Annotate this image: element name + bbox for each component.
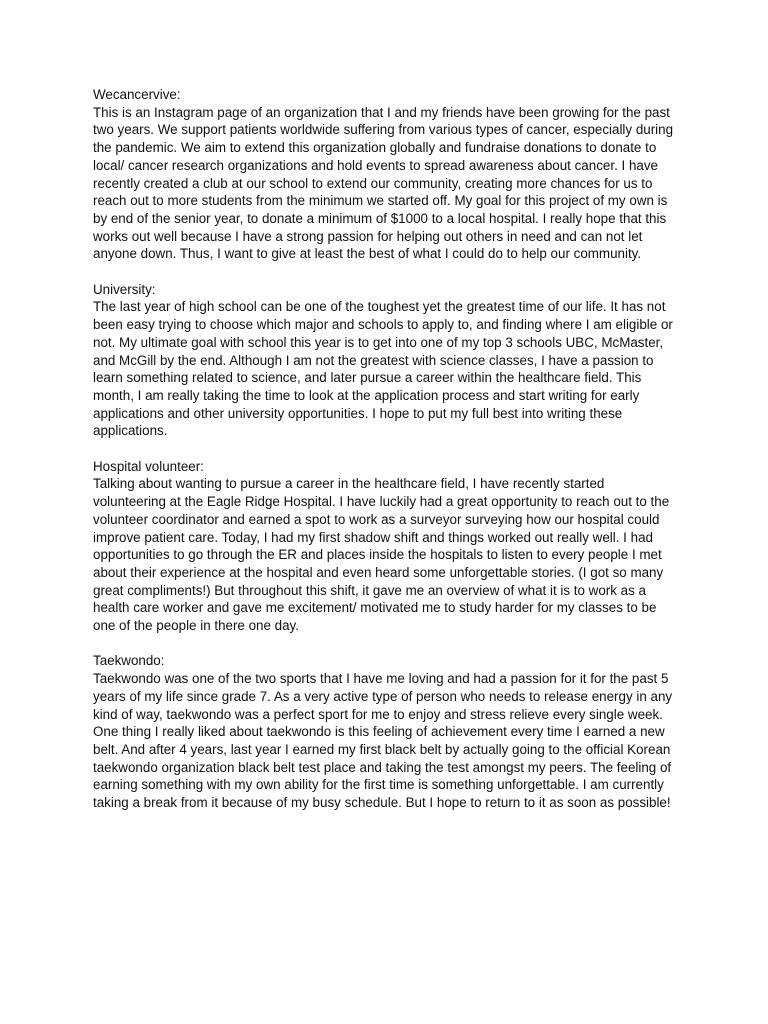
section-paragraph: The last year of high school can be one of the toughest yet the greatest time of our life. It has not been easy trying to choose which major and schools to apply to, and finding where I am eligible or not. My ultimate goal with school this year is to get into one of my top 3 schools UBC, McMaster, and McGill by the end. Although I am not the greatest with science classes, I have a passion to learn something related to science, and later pursue a career within the healthcare field. This month, I am really taking the time to look at the application process and start writing for early applications and other university opportunities. I hope to put my full best into writing these applications. (93, 299, 673, 439)
section-paragraph: Talking about wanting to pursue a career in the healthcare field, I have recently started volunteering at the Eagle Ridge Hospital. I have luckily had a great opportunity to reach out to the volunteer coordinator and earned a spot to work as a surveyor surveying how our hospital could improve patient care. Today, I had my first shadow shift and things worked out really well. I had opportunities to go through the ER and places inside the hospitals to listen to every people I met about their experience at the hospital and even heard some unforgettable stories. (I got so many great compliments!) But throughout this shift, it gave me an overview of what it is to work as a health care worker and gave me excitement/ motivated me to study harder for my classes to be one of the people in there one day. (93, 476, 670, 634)
section-hospital-volunteer (93, 458, 677, 635)
section-heading: Hospital volunteer: (93, 458, 204, 474)
section-taekwondo (93, 652, 677, 811)
section-heading: Taekwondo: (93, 653, 165, 669)
section-paragraph: This is an Instagram page of an organization that I and my friends have been growing for the past two years. We support patients worldwide suffering from various types of cancer, especially during the pandemic. We aim to extend this organization globally and fundraise donations to donate to local/ cancer research organizations and hold events to spread awareness about cancer. I have recently created a club at our school to extend our community, creating more chances for us to reach out to more students from the minimum we started off. My goal for this project of my own is by end of the senior year, to donate a minimum of $1000 to a local hospital. I really hope that this works out well because I have a strong passion for helping out others in need and can not let anyone down. Thus, I want to give at least the best of what I could do to help our community. (93, 104, 674, 262)
section-wecancervive (93, 86, 677, 263)
section-paragraph: Taekwondo was one of the two sports that I have me loving and had a passion for it for the past 5 years of my life since grade 7. As a very active type of person who needs to release energy in any kind of way, taekwondo was a perfect sport for me to enjoy and stress relieve every single week. One thing I really liked about taekwondo is this feeling of achievement every time I earned a new belt. And after 4 years, last year I earned my first black belt by actually going to the official Korean taekwondo organization black belt test place and taking the test amongst my peers. The feeling of earning something with my own ability for the first time is something unforgettable. I am currently taking a break from it because of my busy schedule. But I hope to return to it as soon as possible! (93, 671, 673, 811)
section-heading: Wecancervive: (93, 87, 181, 102)
section-heading: University: (93, 281, 156, 297)
document-page (93, 86, 677, 829)
section-university (93, 281, 677, 440)
